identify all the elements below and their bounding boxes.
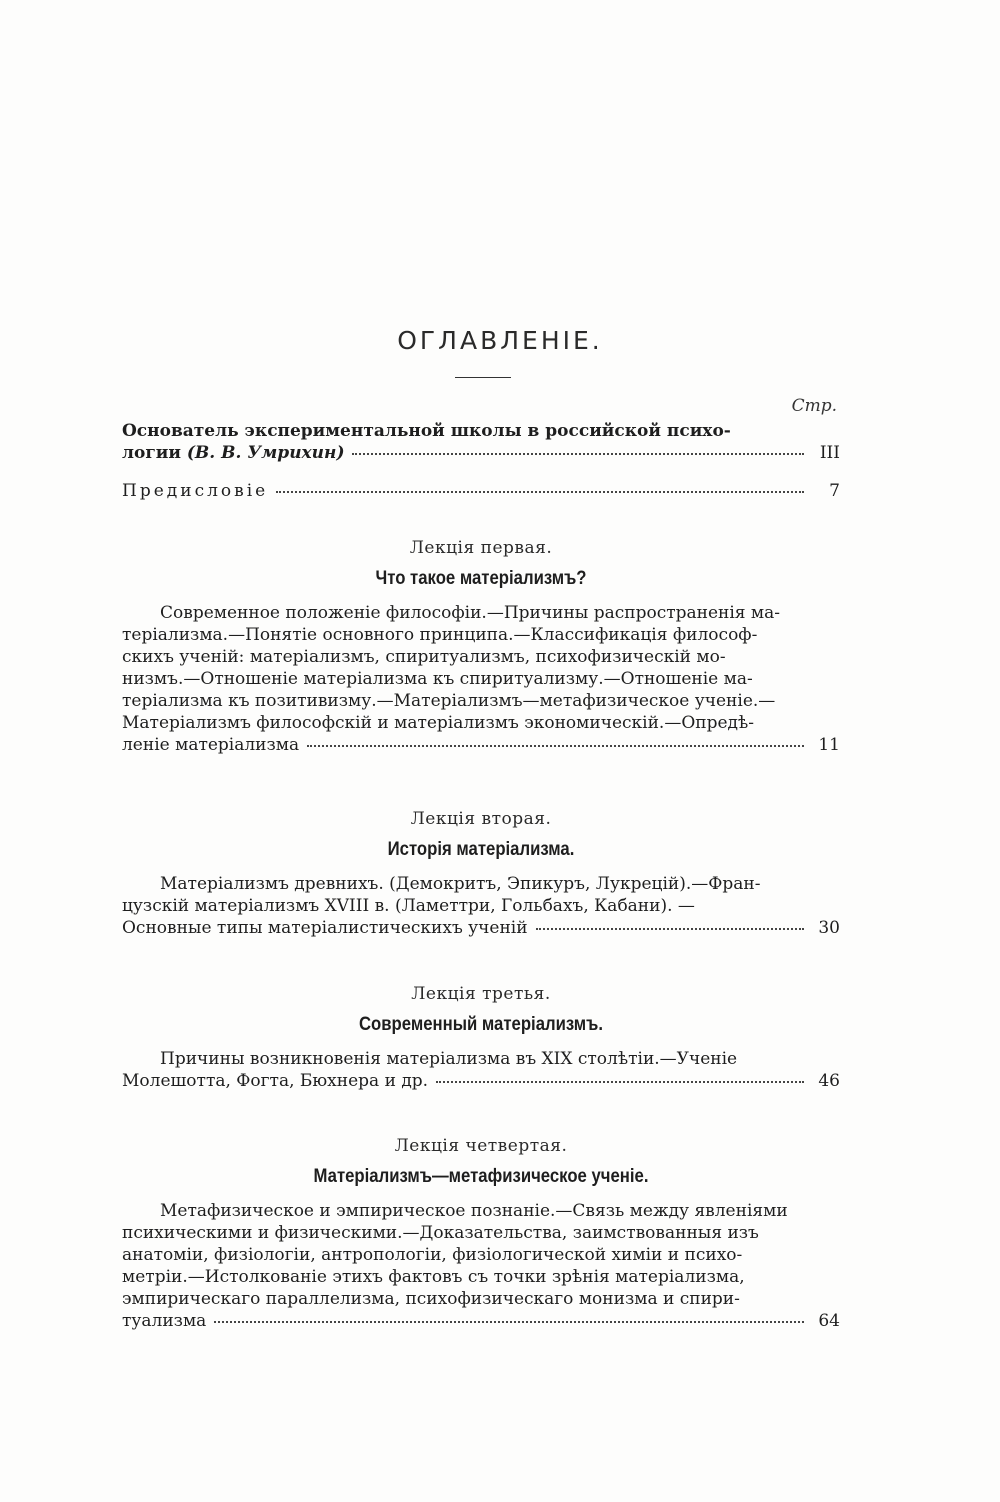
entry-lead xyxy=(122,442,344,464)
lecture-summary xyxy=(122,1200,840,1332)
page-column-header: Стр. xyxy=(791,396,837,416)
summary-line: теріализма.—Понятіе основного принципа.—Классификація философ- xyxy=(122,625,758,645)
summary-line: Метафизическое и эмпирическое познаніе.—Связь между явленіями xyxy=(160,1201,788,1221)
page-number: 11 xyxy=(818,735,840,755)
entry-dot-line xyxy=(122,442,840,464)
lecture-title: Современный матеріализмъ. xyxy=(358,1014,604,1035)
entry-dot-line xyxy=(122,480,840,502)
summary-line: Матеріализмъ философскій и матеріализмъ экономическій.—Опредѣ- xyxy=(122,713,755,733)
summary-last-line: туализма xyxy=(122,1311,207,1331)
toc-entry-founder xyxy=(122,420,840,464)
dot-leader xyxy=(436,1081,804,1083)
summary-line: Причины возникновенія матеріализма въ XIX столѣтіи.—Ученіе xyxy=(160,1049,738,1069)
title-divider xyxy=(455,377,511,378)
lecture-summary xyxy=(122,602,840,756)
entry-dot-line xyxy=(122,1070,840,1092)
summary-line: метріи.—Истолкованіе этихъ фактовъ съ точки зрѣнія матеріализма, xyxy=(122,1267,745,1287)
summary-line: цузскій матеріализмъ XVIII в. (Ламеттри, Гольбахъ, Кабани). — xyxy=(122,896,695,916)
page-title: ОГЛАВЛЕНІЕ. xyxy=(397,326,603,355)
summary-line: скихъ ученій: матеріализмъ, спиритуализмъ, психофизическій мо- xyxy=(122,647,726,667)
lecture-number: Лекція третья. xyxy=(411,984,551,1004)
lecture-3 xyxy=(122,984,840,1092)
page-number: 46 xyxy=(818,1071,840,1091)
summary-last-line: Основные типы матеріалистическихъ ученій xyxy=(122,918,528,938)
lecture-summary xyxy=(122,1048,840,1092)
summary-line: эмпирическаго параллелизма, психофизическаго монизма и спири- xyxy=(122,1289,740,1309)
summary-line: Матеріализмъ древнихъ. (Демокритъ, Эпикуръ, Лукрецій).—Фран- xyxy=(160,874,761,894)
summary-line: анатоміи, физіологіи, антропологіи, физіологической химіи и психо- xyxy=(122,1245,743,1265)
page-number: 30 xyxy=(818,918,840,938)
lecture-4 xyxy=(122,1136,840,1332)
entry-line: Основатель экспериментальной школы в российской психо- xyxy=(122,421,731,441)
lecture-number: Лекція четвертая. xyxy=(394,1136,568,1156)
page-number: 7 xyxy=(829,481,840,501)
entry-dot-line xyxy=(122,734,840,756)
page-number: 64 xyxy=(818,1311,840,1331)
lecture-title: Исторія матеріализма. xyxy=(387,839,575,860)
dot-leader xyxy=(276,491,804,493)
summary-last-line: леніе матеріализма xyxy=(122,735,300,755)
entry-label: Предисловіе xyxy=(122,481,269,501)
lecture-2 xyxy=(122,809,840,939)
summary-line: психическими и физическими.—Доказательства, заимствованныя изъ xyxy=(122,1223,759,1243)
page-number: III xyxy=(819,443,840,463)
entry-line: логии xyxy=(122,443,181,463)
entry-dot-line xyxy=(122,1310,840,1332)
dot-leader xyxy=(214,1321,804,1323)
lecture-summary xyxy=(122,873,840,939)
summary-line: Современное положеніе философіи.—Причины распространенія ма- xyxy=(160,603,781,623)
summary-line: теріализма къ позитивизму.—Матеріализмъ—метафизическое ученіе.— xyxy=(122,691,776,711)
lecture-title: Матеріализмъ—метафизическое ученіе. xyxy=(313,1166,649,1187)
summary-line: низмъ.—Отношеніе матеріализма къ спиритуализму.—Отношеніе ма- xyxy=(122,669,753,689)
lecture-1 xyxy=(122,538,840,756)
entry-author: (В. В. Умрихин) xyxy=(186,443,345,463)
toc-entry-preface xyxy=(122,480,840,502)
dot-leader xyxy=(352,453,804,455)
lecture-number: Лекція вторая. xyxy=(410,809,552,829)
lecture-number: Лекція первая. xyxy=(409,538,553,558)
summary-last-line: Молешотта, Фогта, Бюхнера и др. xyxy=(122,1071,429,1091)
lecture-title: Что такое матеріализмъ? xyxy=(375,568,587,589)
entry-dot-line xyxy=(122,917,840,939)
dot-leader xyxy=(307,745,804,747)
dot-leader xyxy=(536,928,804,930)
